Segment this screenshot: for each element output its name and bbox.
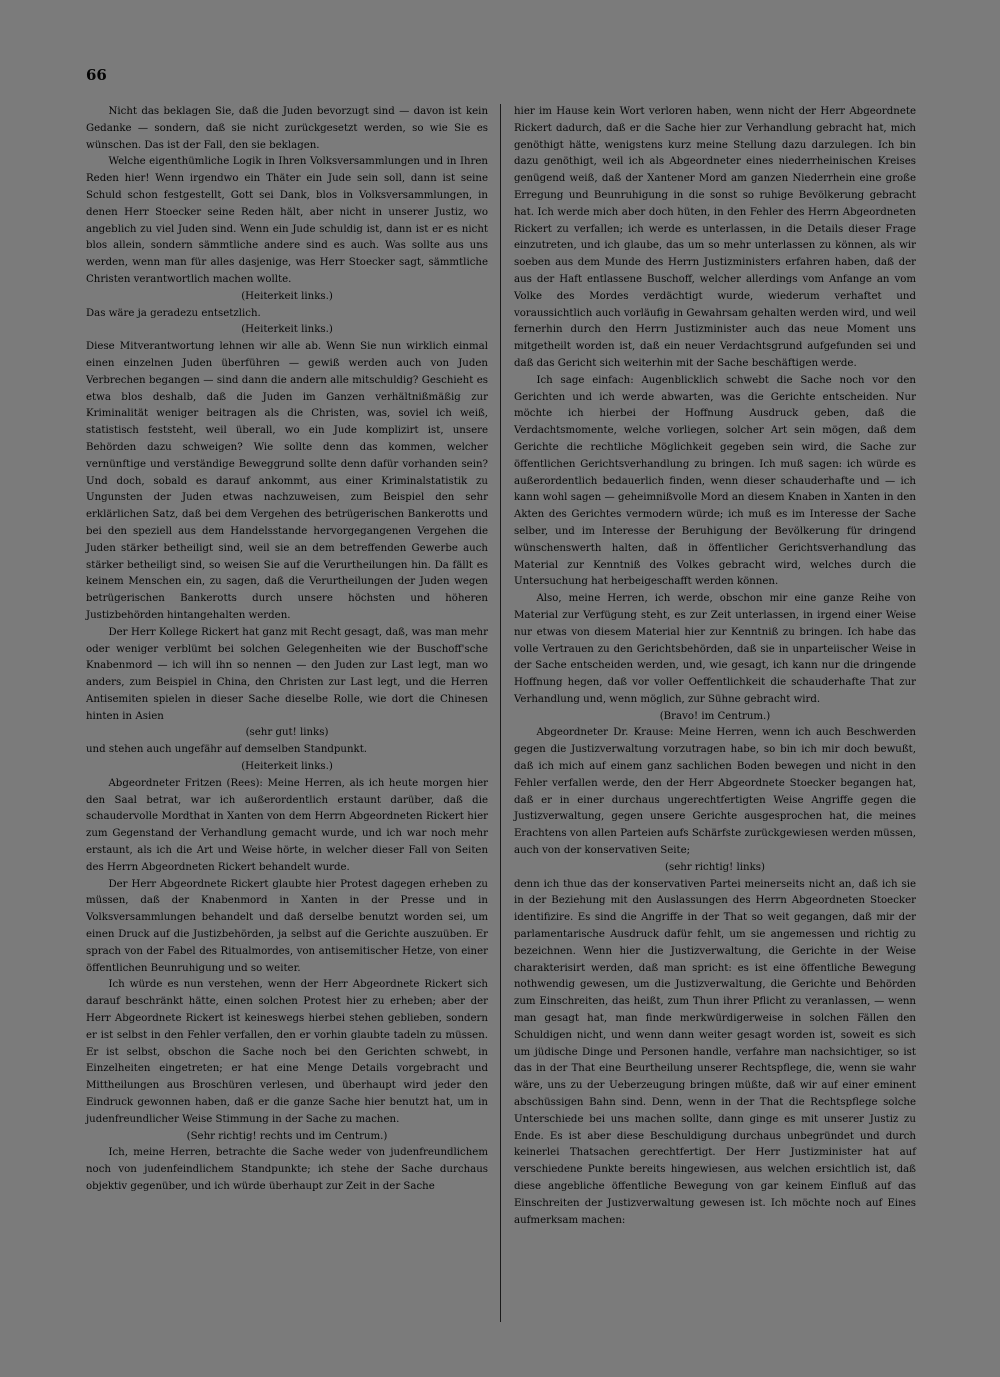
interjection: (Heiterkeit links.): [241, 324, 333, 336]
paragraph: Ich, meine Herren, betrachte die Sache weder von judenfreundlichem noch von judenfeindlichem Standpunkte; ich stehe der Sache durchaus objektiv gegenüber, und ich würde überhaupt zur Zeit in der Sache: [86, 1147, 488, 1192]
interjection: (Sehr richtig! rechts und im Centrum.): [186, 1130, 388, 1142]
paragraph: Abgeordneter Dr. Krause: Meine Herren, wenn ich auch Beschwerden gegen die Justizverwaltung vorzutragen habe, so bin ich mir doch bewußt, daß ich mich auf einem ganz sachlichen Boden bewegen und nicht in den Fehler verfallen werde, den der Herr Abgeordnete Stoecker begangen hat, daß er in einer durchaus ungerechtfertigten Weise Angriffe gegen die Justizverwaltung, gegen unsere Gerichte ausgesprochen hat, die meines Erachtens von allen Parteien aufs Schärfste zurückgewiesen werden müssen, auch von der konservativen Seite;: [514, 727, 916, 857]
paragraph: Diese Mitverantwortung lehnen wir alle ab. Wenn Sie nun wirklich einmal einen einzelnen Juden überführen — gewiß werden auch von Juden Verbrechen begangen — sind dann die andern alle mitschuldig? Geschieht es etwa blos deshalb, daß die Juden im Ganzen verhältnißmäßig zur Kriminalität weniger beitragen als die Christen, was, soviel ich weiß, statistisch feststeht, weil überall, wo ein Jude komplizirt ist, unsere Behörden dazu schweigen? Wie sollte denn das kommen, welcher vernünftige und verständige Beweggrund sollte denn dafür vorhanden sein? Und doch, sobald es darauf ankommt, aus einer Kriminalstatistik zu Ungunsten der Juden etwas nachzuweisen, zum Beispiel den sehr erklärlichen Satz, daß bei dem Vergehen des betrügerischen Bankerotts und bei den speziell aus dem Handelsstande hervorgegangenen Vergehen die Juden stärker betheiligt sind, weil sie an dem betreffenden Gewerbe auch stärker betheiligt sind, so weisen Sie auf die Verurtheilungen hin. Da fällt es keinem Menschen ein, zu sagen, daß die Verurtheilungen der Juden wegen betrügerischen Bankerotts durch unsere höchsten und höheren Justizbehörden hintangehalten werden.: [86, 341, 488, 621]
paragraph: hier im Hause kein Wort verloren haben, wenn nicht der Herr Abgeordnete Rickert dadurch, daß er die Sache hier zur Verhandlung gebracht hat, mich genöthigt hätte, wenigstens kurz meine Stellung dazu darzulegen. Ich bin dazu genöthigt, weil ich als Abgeordneter eines niederrheinischen Kreises genügend weiß, daß der Xantener Mord am ganzen Niederrhein eine große Erregung und Beunruhigung in die sonst so ruhige Bevölkerung gebracht hat. Ich werde mich aber doch hüten, in den Fehler des Herrn Abgeordneten Rickert zu verfallen; ich werde es unterlassen, in die Details dieser Frage einzutreten, und ich glaube, das um so mehr unterlassen zu können, als wir soeben aus dem Munde des Herrn Justizministers erfahren haben, daß der aus der Haft entlassene Buschoff, welcher allerdings vom Anfange an vom Volke des Mordes verdächtigt wurde, wiederum verhaftet und voraussichtlich auch vorläufig in Gewahrsam gehalten werden wird, und weil fernerhin durch den Herrn Justizminister auch das neue Moment uns mitgetheilt worden ist, daß ein neuer Verdachtsgrund aufgefunden sei und daß das Gericht sich weiterhin mit der Sache beschäftigen werde.: [514, 106, 916, 369]
paragraph: Ich würde es nun verstehen, wenn der Herr Abgeordnete Rickert sich darauf beschränkt hätte, einen solchen Protest hier zu erheben; aber der Herr Abgeordnete Rickert ist keineswegs hierbei stehen geblieben, sondern er ist selbst in den Fehler verfallen, den er vorhin glaubte tadeln zu müssen. Er ist selbst, obschon die Sache noch bei den Gerichten schwebt, in Einzelheiten eingetreten; er hat eine Menge Details vorgebracht und Mittheilungen aus Broschüren verlesen, und überhaupt wird jeder den Eindruck gewonnen haben, daß er die ganze Sache hier benutzt hat, um in judenfreundlicher Weise Stimmung in der Sache zu machen.: [86, 979, 488, 1125]
paragraph: und stehen auch ungefähr auf demselben Standpunkt.: [86, 744, 368, 756]
interjection: (Heiterkeit links.): [241, 290, 333, 302]
interjection: (Heiterkeit links.): [241, 761, 333, 773]
paragraph: Ich sage einfach: Augenblicklich schwebt die Sache noch vor den Gerichten und ich werde abwarten, was die Gerichte entscheiden. Nur möchte ich hierbei der Hoffnung Ausdruck geben, daß die Verdachtsmomente, welche vorliegen, solcher Art sein mögen, daß dem Gerichte die rechtliche Möglichkeit gegeben sein wird, die Sache zur öffentlichen Gerichtsverhandlung zu bringen. Ich muß sagen: ich würde es außerordentlich bedauerlich finden, wenn dieser schauderhafte und — ich kann wohl sagen — geheimnißvolle Mord an diesem Knaben in Xanten in den Akten des Gerichtes vermodern würde; ich muß es im Interesse der Sache selber, und im Interesse der Beruhigung der Bevölkerung für dringend wünschenswerth halten, daß in öffentlicher Gerichtsverhandlung das Material zur Kenntniß des Volkes gebracht wird, welches durch die Untersuchung hat herbeigeschafft werden können.: [514, 374, 916, 588]
paragraph: Also, meine Herren, ich werde, obschon mir eine ganze Reihe von Material zur Verfügung steht, es zur Zeit unterlassen, in irgend einer Weise nur etwas von diesem Material hier zur Kenntniß zu bringen. Ich habe das volle Vertrauen zu den Gerichtsbehörden, daß sie in unparteiischer Weise in der Sache entscheiden werden, und, wie gesagt, ich kann nur die dringende Hoffnung hegen, daß vor voller Oeffentlichkeit die schauderhafte That zur Verhandlung und, wenn möglich, zur Sühne gebracht wird.: [514, 593, 916, 705]
paragraph: Nicht das beklagen Sie, daß die Juden bevorzugt sind — davon ist kein Gedanke — sondern, daß sie nicht zurückgesetzt werden, so wie Sie es wünschen. Das ist der Fall, den sie beklagen.: [86, 106, 488, 151]
column-divider: [500, 104, 501, 1322]
right-column: [514, 104, 916, 1229]
paragraph: denn ich thue das der konservativen Partei meinerseits nicht an, daß ich sie in der Beziehung mit den Auslassungen des Herrn Abgeordneten Stoecker identifizire. Es sind die Angriffe in der That so weit gegangen, daß mir der parlamentarische Ausdruck dafür fehlt, um sie angemessen und richtig zu bezeichnen. Wenn hier die Justizverwaltung, die Gerichte in der Weise charakterisirt werden, daß man spricht: es ist eine öffentliche Bewegung nothwendig gewesen, um die Justizverwaltung, die Gerichte und Behörden zum Einschreiten, das heißt, zum Thun ihrer Pflicht zu veranlassen, — wenn man gesagt hat, man finde merkwürdigerweise in solchen Fällen den Schuldigen nicht, und wenn dann weiter gesagt worden ist, soweit es sich um jüdische Dinge und Personen handle, verfahre man nachsichtiger, so ist das in der That eine Beurtheilung unserer Rechtspflege, die, wenn sie wahr wäre, uns zu der Ueberzeugung bringen müßte, daß wir auf einer eminent abschüssigen Bahn sind. Denn, wenn in der That die Rechtspflege solche Unterschiede bei uns machen sollte, dann ginge es mit unserer Justiz zu Ende. Es ist aber diese Beschuldigung durchaus unbegründet und durch keinerlei Thatsachen gerechtfertigt. Der Herr Justizminister hat auf verschiedene Punkte bereits hingewiesen, aus welchen ersichtlich ist, daß diese angebliche öffentliche Bewegung von gar keinem Einfluß auf das Einschreiten der Justizverwaltung gewesen ist. Ich möchte noch auf Eines aufmerksam machen:: [514, 878, 916, 1226]
left-column: [86, 104, 488, 1196]
interjection: (Bravo! im Centrum.): [659, 710, 771, 722]
paragraph: Welche eigenthümliche Logik in Ihren Volksversammlungen und in Ihren Reden hier! Wenn irgendwo ein Thäter ein Jude sein soll, dann ist seine Schuld schon festgestellt, Gott sei Dank, blos in Volksversammlungen, in denen Herr Stoecker seine Reden hält, aber nicht in unserer Justiz, wo angeblich zu viel Juden sind. Wenn ein Jude schuldig ist, dann ist er es nicht blos allein, sondern sämmtliche andere sind es auch. Was sollte aus uns werden, wenn man für alles dasjenige, was Herr Stoecker sagt, sämmtliche Christen verantwortlich machen wollte.: [86, 156, 488, 285]
interjection: (sehr gut! links): [245, 727, 329, 739]
interjection: (sehr richtig! links): [665, 861, 765, 873]
page-number: 66: [86, 66, 107, 84]
paragraph: Das wäre ja geradezu entsetzlich.: [86, 307, 261, 319]
paragraph: Der Herr Abgeordnete Rickert glaubte hier Protest dagegen erheben zu müssen, daß der Knabenmord in Xanten in der Presse und in Volksversammlungen behandelt und daß derselbe benutzt worden sei, um einen Druck auf die Justizbehörden, ja selbst auf die Gerichte auszuüben. Er sprach von der Fabel des Ritualmordes, von antisemitischer Hetze, von einer öffentlichen Beunruhigung und so weiter.: [86, 878, 488, 974]
paragraph: Der Herr Kollege Rickert hat ganz mit Recht gesagt, daß, was man mehr oder weniger verblümt bei solchen Gelegenheiten wie der Buschoff'sche Knabenmord — ich will ihn so nennen — den Juden zur Last legt, man wo anders, zum Beispiel in China, den Christen zur Last legt, und die Herren Antisemiten spielen in dieser Sache dieselbe Rolle, wie dort die Chinesen hinten in Asien: [86, 626, 488, 722]
paragraph: Abgeordneter Fritzen (Rees): Meine Herren, als ich heute morgen hier den Saal betrat, war ich außerordentlich erstaunt darüber, daß die schaudervolle Mordthat in Xanten von dem Herrn Abgeordneten Rickert hier zum Gegenstand der Verhandlung gemacht wurde, und ich war noch mehr erstaunt, als ich die Art und Weise hörte, in welcher dieser Fall von Seiten des Herrn Abgeordneten Rickert behandelt wurde.: [86, 777, 488, 873]
